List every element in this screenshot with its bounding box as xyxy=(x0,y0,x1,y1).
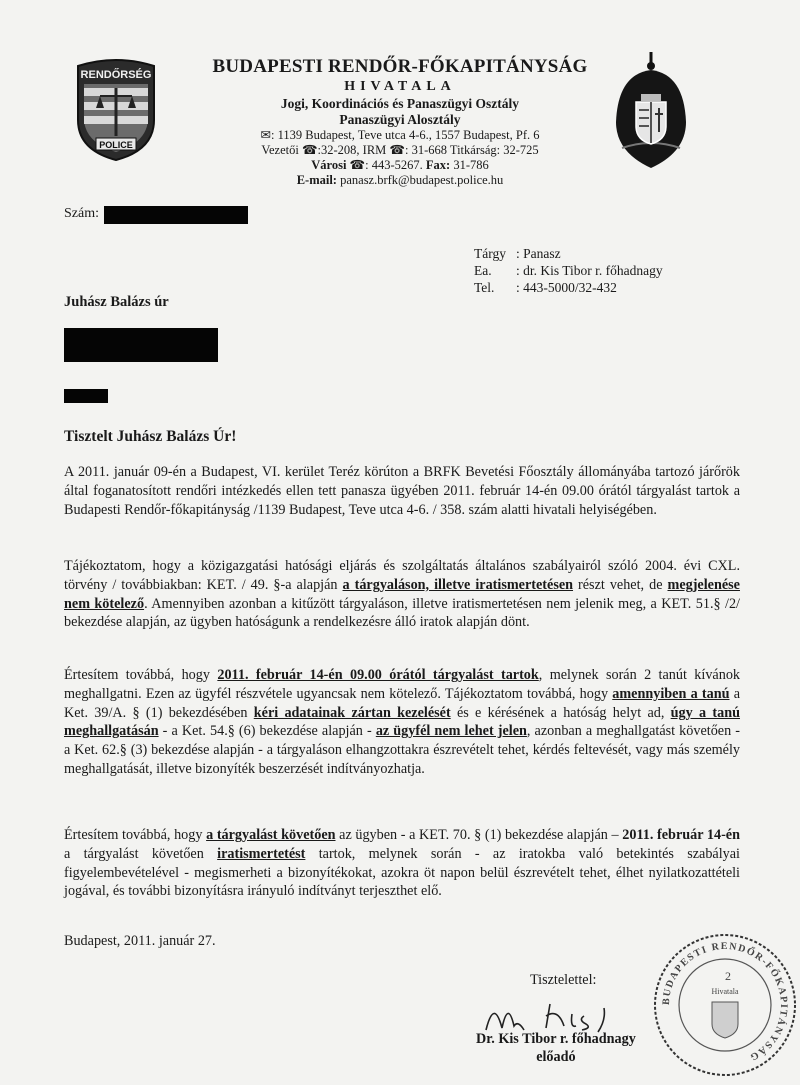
redaction-bar xyxy=(104,206,248,224)
signer-block xyxy=(476,1030,636,1066)
paragraph-4: Értesítem továbbá, hogy a tárgyalást követően az ügyben - a KET. 70. § (1) bekezdése alapján – 2011. február 14-én a tárgyalást követően iratismertetést tartok, melynek során - az iratokba való betekintés szabályai figyelembevételével - megismerheti a bizonyítékokat, azokra öt napon belül észrevételt tehet, élhet nyilatkozattételi jogával, és további bizonyításra irányuló indítványt terjeszthet elő. xyxy=(64,827,740,900)
phone-line: Vezetői ☎:32-208, IRM ☎: 31-668 Titkárság: 32-725 xyxy=(261,142,539,157)
police-badge-icon xyxy=(72,58,160,162)
badge-top-text: RENDŐRSÉG xyxy=(80,69,152,81)
email-link[interactable]: panasz.brfk@budapest.police.hu xyxy=(340,172,504,187)
city-phone-line: Városi ☎: 443-5267. Fax: 31-786 xyxy=(311,157,489,172)
letterhead xyxy=(180,56,620,188)
redaction-bar xyxy=(64,328,218,362)
paragraph-2: Tájékoztatom, hogy a közigazgatási hatósági eljárás és szolgáltatás általános szabályairól szóló 2004. évi CXL. törvény / továbbiakban: KET. / 49. §-a alapján a tárgyaláson, illetve iratismertetésen részt vehet, de megjelenése nem kötelező. Amennyiben azonban a kitűzött tárgyaláson, illetve iratismertetésen nem jelenik meg, a KET. 51.§ /2/ bekezdése alapján, az ügyben hatóságunk a rendelkezésre álló iratok alapján dönt. xyxy=(64,558,740,631)
redaction-bar xyxy=(64,389,108,403)
org-name: BUDAPESTI RENDŐR-FŐKAPITÁNYSÁG xyxy=(212,56,588,77)
reference-number xyxy=(64,206,99,222)
closing-regards: Tisztelettel: xyxy=(530,972,597,988)
signer-name: Dr. Kis Tibor r. főhadnagy xyxy=(476,1031,636,1047)
letter-date: Budapest, 2011. január 27. xyxy=(64,933,216,949)
subdepartment: Panaszügyi Alosztály xyxy=(339,111,461,127)
paragraph-3: Értesítem továbbá, hogy 2011. február 14-én 09.00 órától tárgyalást tartok, melynek során 2 tanút kívánok meghallgatni. Ezen az ügyfél részvétele ugyancsak nem kötelező. Tájékoztatom továbbá, hogy amennyiben a tanú a Ket. 39/A. § (1) bekezdésében kéri adatainak zártan kezelését és e kérésének a hatóság helyt ad, úgy a tanú meghallgatásán - a Ket. 54.§ (6) bekezdése alapján - az ügyfél nem lehet jelen, azonban a meghallgatást követően - a Ket. 62.§ (3) bekezdése alapján - a tárgyaláson elhangzottakra észrevételt tehet, kérdés feltevését, vagy más személy meghallgatását, illetve bizonyíték beszerzését indítványozhatja. xyxy=(64,667,741,777)
email-line: E-mail: panasz.brfk@budapest.police.hu xyxy=(296,172,504,187)
signer-role: előadó xyxy=(536,1049,576,1065)
helmet-crest-icon xyxy=(608,52,694,170)
badge-bottom-text: POLICE xyxy=(99,140,133,150)
paragraph-1: A 2011. január 09-én a Budapest, VI. kerület Teréz körúton a BRFK Bevetési Főosztály állományába tartozó járőrök által foganatosított rendőri intézkedés ellen tett panasza ügyében 2011. február 14-én 09.00 órától tárgyalást tartok a Budapesti Rendőr-főkapitányság /1139 Budapest, Teve utca 4-6. / 358. szám alatti hivatali helyiségében. xyxy=(64,464,740,518)
stamp-number: 2 xyxy=(725,969,731,983)
svg-text:BUDAPESTI RENDŐR-FŐKAPITÁNYSÁG: BUDAPESTI RENDŐR-FŐKAPITÁNYSÁG xyxy=(660,940,790,1064)
mail-icon: ✉ xyxy=(260,127,271,142)
address-line: ✉: 1139 Budapest, Teve utca 4-6., 1557 Budapest, Pf. 6 xyxy=(260,127,540,142)
addressee: Juhász Balázs úr xyxy=(64,294,169,310)
subject-block: Tárgy : Panasz Ea. : dr. Kis Tibor r. főhadnagy Tel. : 443-5000/32-432 xyxy=(474,246,663,295)
reference-label: Szám: xyxy=(64,206,99,221)
phone-icon: ☎ xyxy=(349,157,366,172)
stamp-center: Hivatala xyxy=(711,987,739,996)
department: Jogi, Koordinációs és Panaszügyi Osztály xyxy=(280,95,520,111)
org-sub: HIVATALA xyxy=(344,78,456,94)
official-stamp-icon xyxy=(650,930,800,1080)
greeting: Tisztelt Juhász Balázs Úr! xyxy=(64,428,237,445)
phone-icon: ☎ xyxy=(389,142,405,157)
phone-icon: ☎ xyxy=(301,142,318,157)
